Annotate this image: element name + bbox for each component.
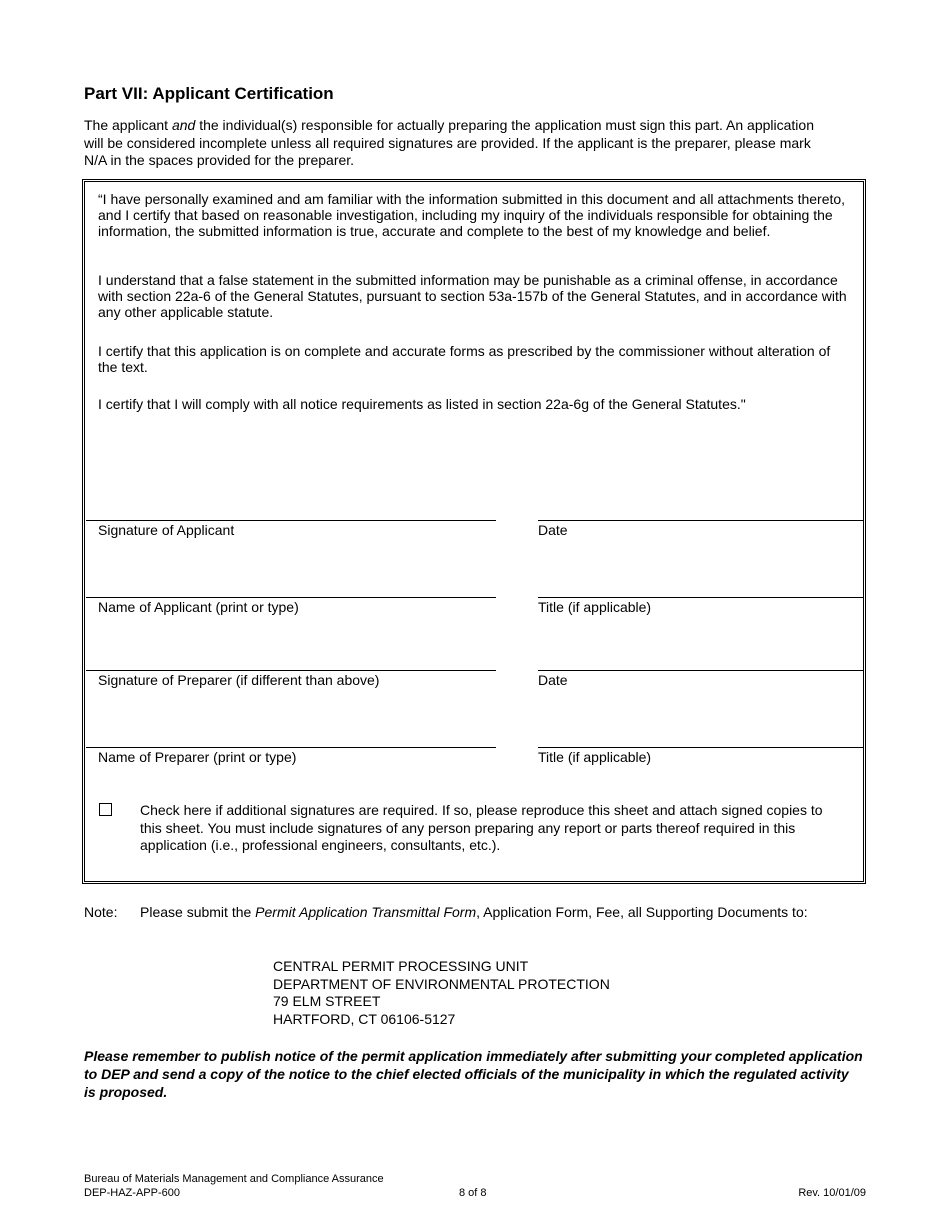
mailing-address <box>273 958 610 1028</box>
applicant-signature-line[interactable] <box>86 520 496 521</box>
certification-paragraph-4: I certify that I will comply with all notice requirements as listed in section 22a-6g of the General Statutes." <box>98 396 746 412</box>
note-text-start: Please submit the <box>140 904 256 920</box>
address-line-1: CENTRAL PERMIT PROCESSING UNIT <box>273 958 529 974</box>
preparer-title-line[interactable] <box>538 747 864 748</box>
preparer-title-label: Title (if applicable) <box>538 749 652 765</box>
page-title: Part VII: Applicant Certification <box>84 84 334 103</box>
additional-signatures-checkbox[interactable] <box>99 803 112 816</box>
applicant-name-line[interactable] <box>86 597 496 598</box>
note-text-end: , Application Form, Fee, all Supporting Documents to: <box>476 904 808 920</box>
additional-signatures-text: Check here if additional signatures are required. If so, please reproduce this sheet and attach signed copies to this sheet. You must include signatures of any person preparing any report or parts thereof required in this application (i.e., professional engineers, consultants, etc.). <box>140 802 823 853</box>
publish-notice-reminder: Please remember to publish notice of the permit application immediately after submitting your completed application to DEP and send a copy of the notice to the chief elected officials of the municipality in which the regulated activity is proposed. <box>84 1048 863 1100</box>
address-line-4: HARTFORD, CT 06106-5127 <box>273 1010 456 1027</box>
certification-paragraph-2: I understand that a false statement in the submitted information may be punishable as a criminal offense, in accordance with section 22a-6 of the General Statutes, pursuant to section 53a-157b of the General Statutes, and in accordance with any other applicable statute. <box>98 272 847 320</box>
intro-text-start: The applicant <box>84 117 172 133</box>
applicant-date-label: Date <box>538 522 568 538</box>
intro-text-end: the individual(s) responsible for actually preparing the application must sign this part. An application will be considered incomplete unless all required signatures are provided. If the applicant is the preparer, please mark N/A in the spaces provided for the preparer. <box>84 117 814 168</box>
preparer-signature-line[interactable] <box>86 670 496 671</box>
preparer-signature-label: Signature of Preparer (if different than above) <box>98 672 380 688</box>
note-text <box>140 904 865 922</box>
footer-form-id: DEP-HAZ-APP-600 <box>84 1187 180 1199</box>
certification-paragraph-1: “I have personally examined and am familiar with the information submitted in this document and all attachments thereto, and I certify that based on reasonable investigation, including my inquiry of the individuals responsible for obtaining the information, the submitted information is true, accurate and complete to the best of my knowledge and belief. <box>98 191 846 239</box>
note-label: Note: <box>84 904 118 920</box>
footer-revision: Rev. 10/01/09 <box>798 1187 866 1199</box>
preparer-name-label: Name of Preparer (print or type) <box>98 749 297 765</box>
preparer-name-line[interactable] <box>86 747 496 748</box>
preparer-date-label: Date <box>538 672 568 688</box>
preparer-date-line[interactable] <box>538 670 864 671</box>
applicant-title-label: Title (if applicable) <box>538 599 652 615</box>
applicant-signature-label: Signature of Applicant <box>98 522 235 538</box>
applicant-date-line[interactable] <box>538 520 864 521</box>
intro-emphasis: and <box>171 117 196 133</box>
note-form-name: Permit Application Transmittal Form <box>255 904 477 920</box>
address-line-2: DEPARTMENT OF ENVIRONMENTAL PROTECTION <box>273 975 610 992</box>
applicant-name-label: Name of Applicant (print or type) <box>98 599 299 615</box>
certification-paragraph-3: I certify that this application is on complete and accurate forms as prescribed by the commissioner without alteration of the text. <box>98 343 831 375</box>
footer-bureau: Bureau of Materials Management and Compliance Assurance <box>84 1173 384 1185</box>
footer-page-number: 8 of 8 <box>459 1187 487 1199</box>
applicant-title-line[interactable] <box>538 597 864 598</box>
intro-text <box>84 117 824 170</box>
address-line-3: 79 ELM STREET <box>273 993 381 1009</box>
